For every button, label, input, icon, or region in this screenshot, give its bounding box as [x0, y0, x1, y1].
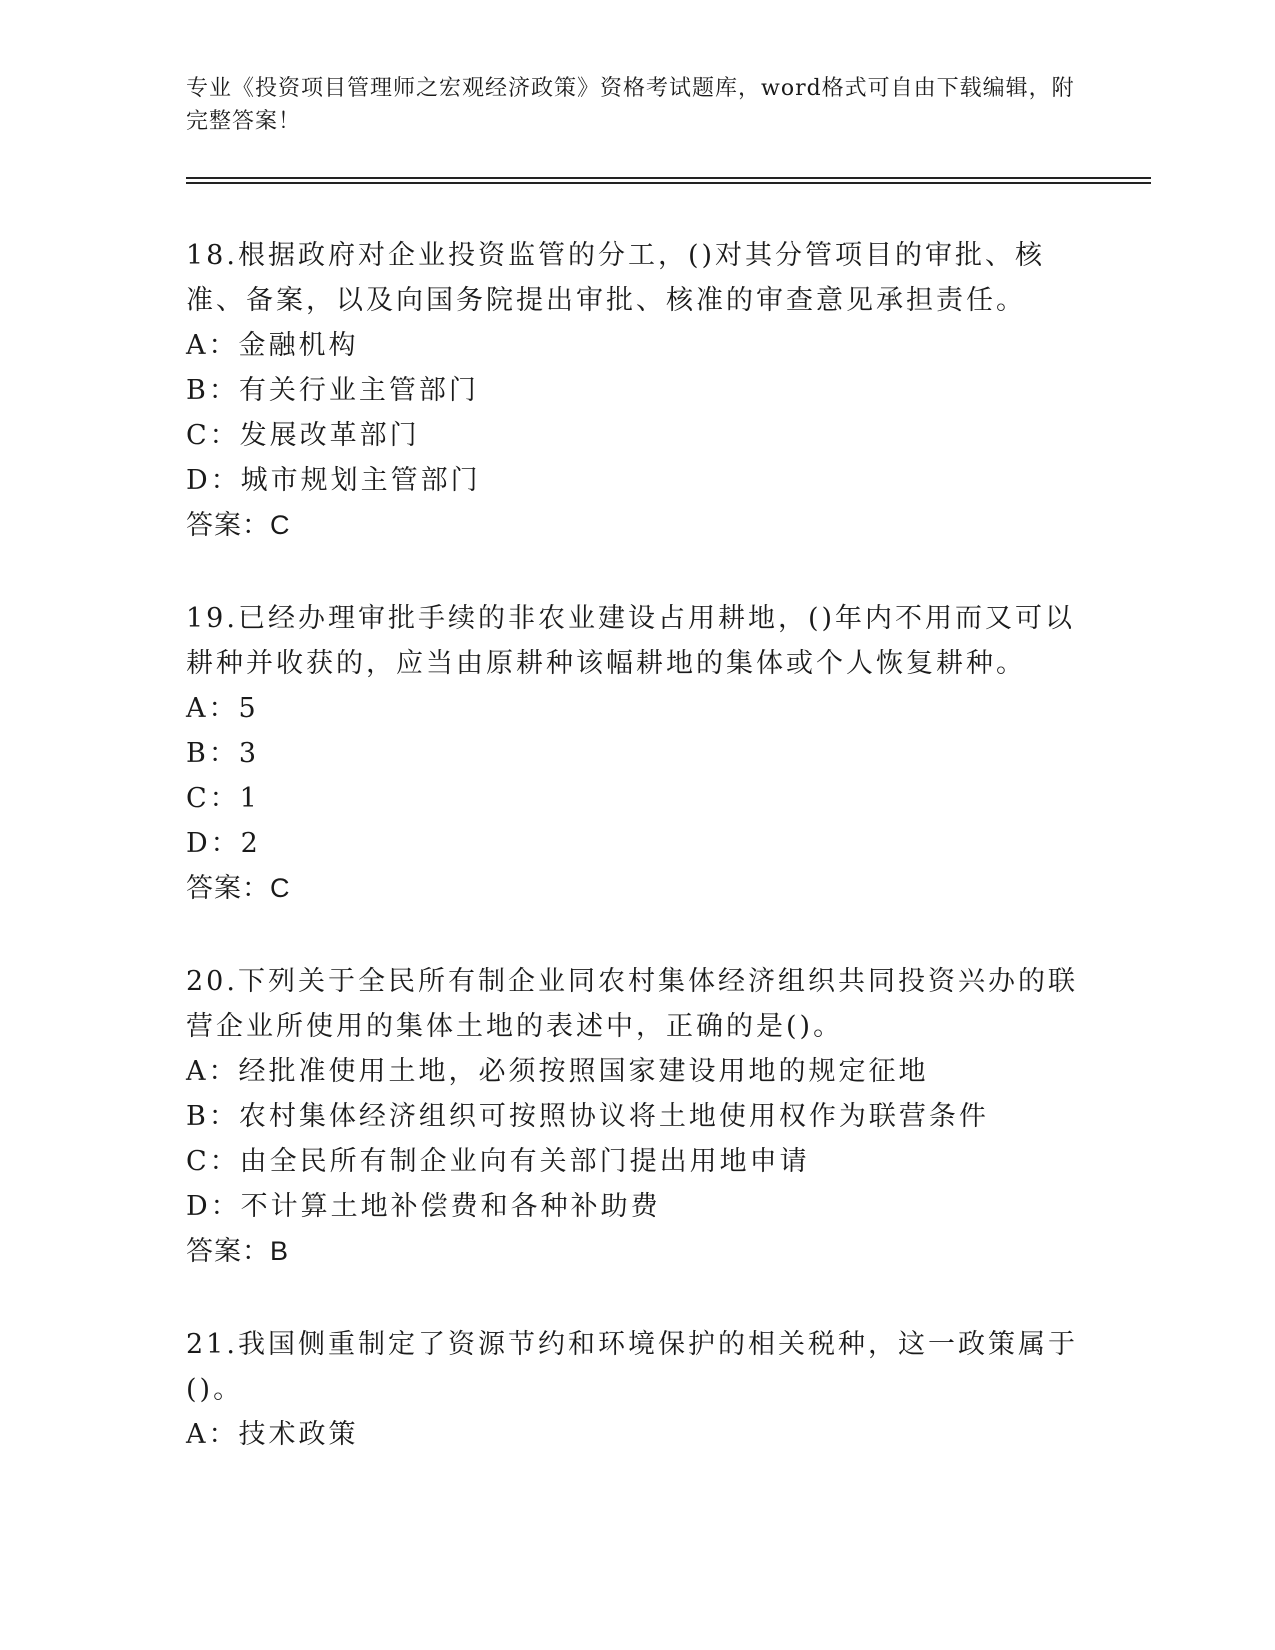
option-a: A：技术政策: [186, 1419, 359, 1450]
answer-line: 答案：B: [186, 1236, 290, 1266]
question-18: [186, 233, 1086, 548]
option-d: D：2: [186, 828, 261, 859]
question-stem: 18.根据政府对企业投资监管的分工，()对其分管项目的审批、核准、备案，以及向国务院提出审批、核准的审查意见承担责任。: [186, 240, 1046, 316]
question-19: [186, 596, 1086, 911]
option-d: D：不计算土地补偿费和各种补助费: [186, 1191, 661, 1222]
option-b: B：有关行业主管部门: [186, 375, 479, 406]
header-divider-bottom: [186, 182, 1151, 184]
option-a: A：经批准使用土地，必须按照国家建设用地的规定征地: [186, 1056, 929, 1087]
question-21: [186, 1322, 1086, 1457]
option-c: C：发展改革部门: [186, 420, 420, 451]
option-c: C：由全民所有制企业向有关部门提出用地申请: [186, 1146, 810, 1177]
answer-line: 答案：C: [186, 510, 291, 540]
answer-line: 答案：C: [186, 873, 291, 903]
option-a: A：5: [186, 693, 259, 724]
question-stem: 21.我国侧重制定了资源节约和环境保护的相关税种，这一政策属于()。: [186, 1329, 1078, 1405]
document-header: 专业《投资项目管理师之宏观经济政策》资格考试题库，word格式可自由下载编辑，附完整答案！: [186, 76, 1075, 134]
question-20: [186, 959, 1086, 1274]
question-stem: 20.下列关于全民所有制企业同农村集体经济组织共同投资兴办的联营企业所使用的集体土地的表述中，正确的是()。: [186, 966, 1078, 1042]
option-c: C：1: [186, 783, 260, 814]
option-b: B：农村集体经济组织可按照协议将土地使用权作为联营条件: [186, 1101, 989, 1132]
option-d: D：城市规划主管部门: [186, 465, 481, 496]
option-a: A：金融机构: [186, 330, 359, 361]
option-b: B：3: [186, 738, 260, 769]
question-stem: 19.已经办理审批手续的非农业建设占用耕地，()年内不用而又可以耕种并收获的，应当由原耕种该幅耕地的集体或个人恢复耕种。: [186, 603, 1076, 679]
header-divider-top: [186, 177, 1151, 179]
